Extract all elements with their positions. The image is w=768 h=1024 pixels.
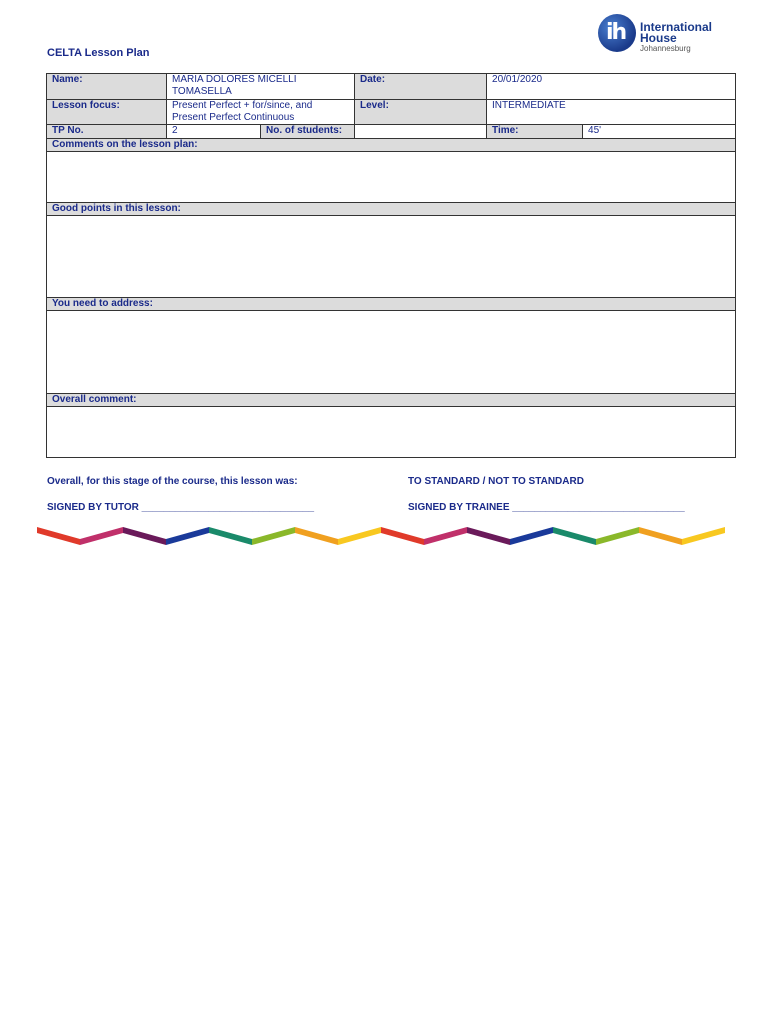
- logo-line-2: House: [640, 31, 677, 45]
- zigzag-segment: [682, 527, 725, 545]
- address-section-body: [47, 311, 736, 394]
- students-value: [355, 125, 487, 139]
- zigzag-segment: [424, 527, 467, 545]
- zigzag-segment: [381, 527, 424, 545]
- good-points-section-body: [47, 216, 736, 298]
- ih-logo-icon: ih: [598, 14, 636, 52]
- level-label: Level:: [355, 100, 487, 125]
- time-label: Time:: [487, 125, 583, 139]
- zigzag-segment: [295, 527, 338, 545]
- zigzag-segment: [37, 527, 80, 545]
- zigzag-segment: [123, 527, 166, 545]
- tp-no-label: TP No.: [47, 125, 167, 139]
- page-title: CELTA Lesson Plan: [47, 47, 150, 59]
- zigzag-segment: [209, 527, 252, 545]
- address-section-header: You need to address:: [47, 298, 736, 311]
- students-label: No. of students:: [261, 125, 355, 139]
- comments-section-body: [47, 152, 736, 203]
- name-value: MARIA DOLORES MICELLI TOMASELLA: [167, 74, 355, 100]
- lesson-focus-label: Lesson focus:: [47, 100, 167, 125]
- zigzag-segment: [338, 527, 381, 545]
- standard-options: TO STANDARD / NOT TO STANDARD: [408, 476, 584, 487]
- logo-line-1: International: [640, 20, 713, 34]
- tp-no-value: 2: [167, 125, 261, 139]
- zigzag-segment: [596, 527, 639, 545]
- decorative-zigzag-border: [37, 524, 725, 546]
- overall-section-body: [47, 407, 736, 458]
- lesson-focus-value: Present Perfect + for/since, and Present Perfect Continuous: [167, 100, 355, 125]
- international-house-logo: [598, 14, 728, 54]
- name-label: Name:: [47, 74, 167, 100]
- zigzag-segment: [639, 527, 682, 545]
- zigzag-segment: [467, 527, 510, 545]
- comments-section-header: Comments on the lesson plan:: [47, 139, 736, 152]
- zigzag-segment: [166, 527, 209, 545]
- zigzag-segment: [510, 527, 553, 545]
- zigzag-segment: [80, 527, 123, 545]
- good-points-section-header: Good points in this lesson:: [47, 203, 736, 216]
- date-label: Date:: [355, 74, 487, 100]
- lesson-plan-table: [46, 73, 736, 458]
- trainee-signature-line: SIGNED BY TRAINEE _______________________________: [408, 502, 685, 513]
- logo-line-3: Johannesburg: [640, 44, 691, 53]
- date-value: 20/01/2020: [487, 74, 736, 100]
- zigzag-segment: [553, 527, 596, 545]
- tutor-signature-line: SIGNED BY TUTOR _______________________________: [47, 502, 315, 513]
- zigzag-segment: [252, 527, 295, 545]
- time-value: 45': [583, 125, 736, 139]
- level-value: INTERMEDIATE: [487, 100, 736, 125]
- stage-statement: Overall, for this stage of the course, this lesson was:: [47, 476, 298, 487]
- overall-section-header: Overall comment:: [47, 394, 736, 407]
